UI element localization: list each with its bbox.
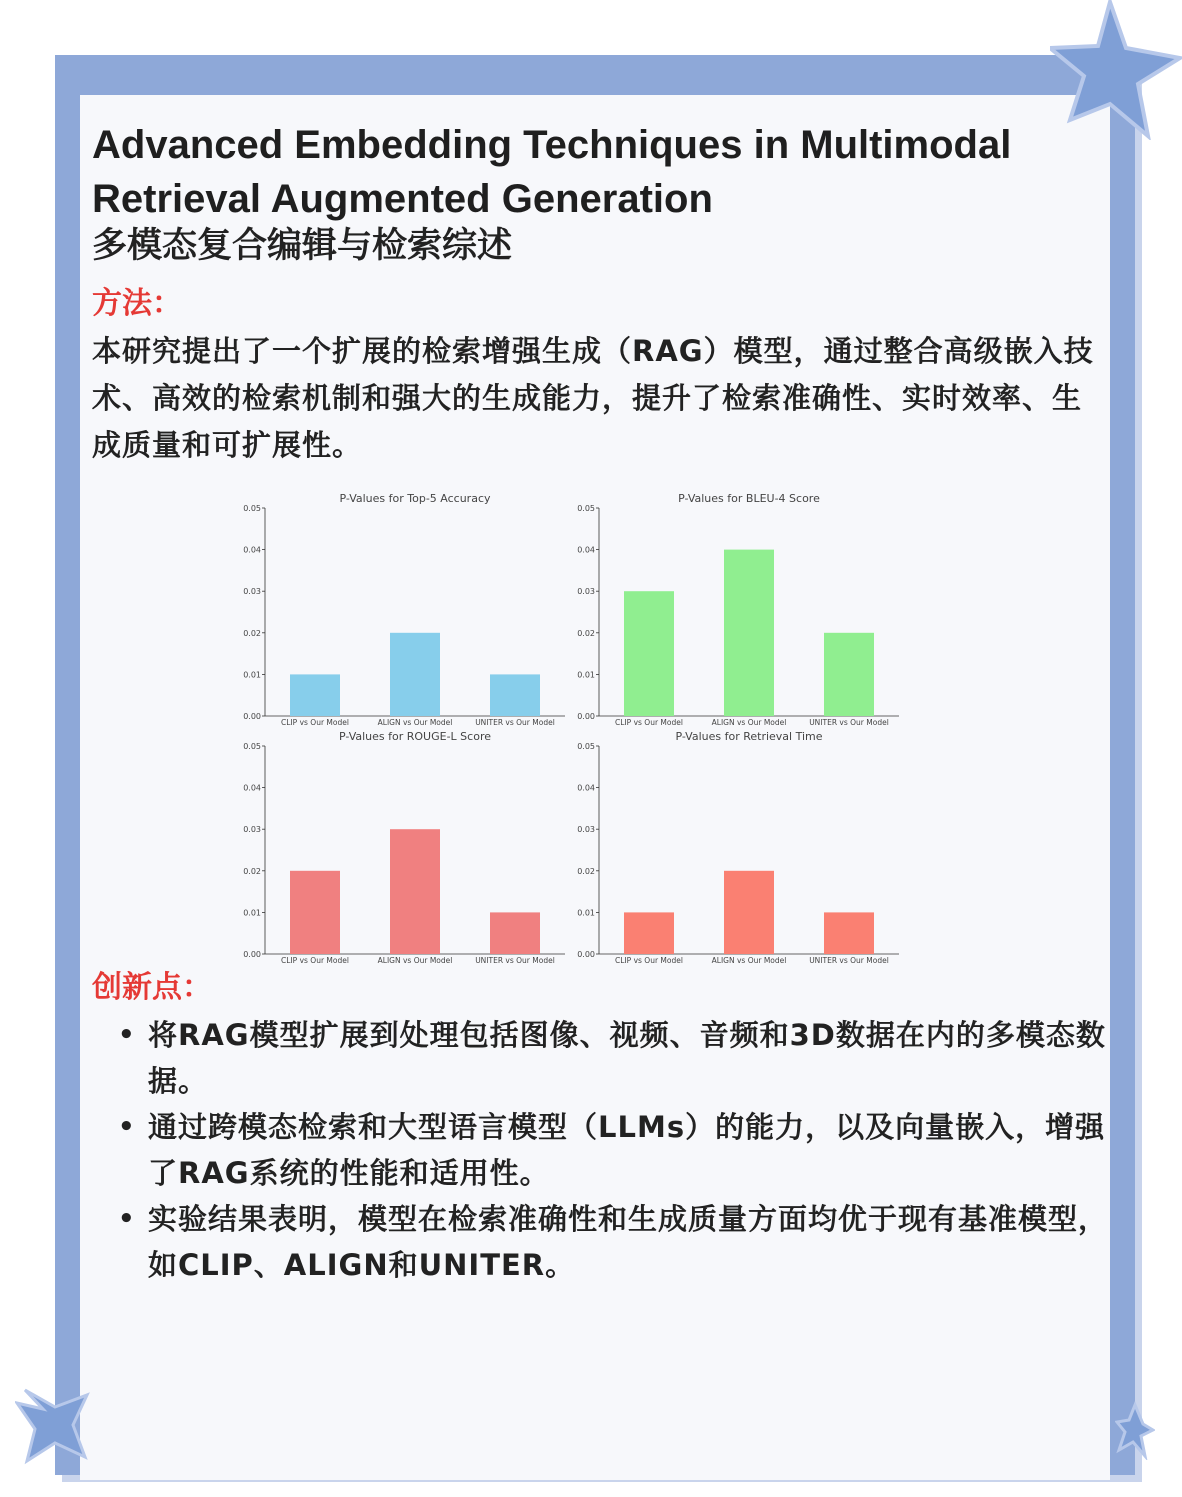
bar	[624, 591, 674, 716]
bullet-icon: •	[118, 1020, 136, 1050]
list-item	[118, 1104, 1108, 1196]
y-tick-label: 0.00	[243, 712, 261, 721]
y-tick-label: 0.03	[577, 825, 595, 835]
y-tick-label: 0.01	[577, 908, 595, 918]
x-tick-label: ALIGN vs Our Model	[377, 718, 453, 727]
chart-title: P-Values for Top-5 Accuracy	[339, 492, 491, 505]
charts-figure	[235, 488, 915, 968]
star-bottom-left-icon	[15, 1385, 90, 1465]
y-tick-label: 0.04	[243, 783, 261, 793]
bullet-icon: •	[118, 1112, 136, 1142]
y-tick-label: 0.01	[243, 908, 261, 918]
x-tick-label: CLIP vs Our Model	[615, 718, 683, 727]
list-item	[118, 1196, 1108, 1288]
chart-title: P-Values for Retrieval Time	[675, 730, 823, 743]
bar	[290, 871, 340, 954]
innovation-list	[118, 1012, 1108, 1288]
bar	[624, 912, 674, 954]
x-tick-label: ALIGN vs Our Model	[711, 718, 787, 727]
y-tick-label: 0.00	[243, 950, 261, 959]
y-tick-label: 0.02	[577, 628, 595, 638]
bar	[824, 912, 874, 954]
bar	[724, 550, 774, 716]
y-tick-label: 0.03	[243, 825, 261, 835]
x-tick-label: UNITER vs Our Model	[809, 718, 889, 727]
list-item-text: 通过跨模态检索和大型语言模型（LLMs）的能力，以及向量嵌入，增强了RAG系统的性能和适用性。	[148, 1110, 1106, 1190]
y-tick-label: 0.00	[577, 950, 595, 959]
y-tick-label: 0.02	[243, 866, 261, 876]
list-item	[118, 1012, 1108, 1104]
x-tick-label: ALIGN vs Our Model	[377, 956, 453, 965]
list-item-text: 实验结果表明，模型在检索准确性和生成质量方面均优于现有基准模型，如CLIP、ALIGN和UNITER。	[148, 1202, 1109, 1282]
y-tick-label: 0.03	[243, 587, 261, 597]
bar	[490, 674, 540, 716]
star-shape	[1117, 1405, 1153, 1456]
chart-title: P-Values for ROUGE-L Score	[338, 730, 492, 743]
bar	[390, 633, 440, 716]
y-tick-label: 0.05	[577, 742, 595, 751]
y-tick-label: 0.01	[243, 670, 261, 680]
bar	[724, 871, 774, 954]
page-title-english: Advanced Embedding Techniques in Multimodal Retrieval Augmented Generation	[92, 123, 1012, 221]
chart-panel	[577, 492, 899, 727]
star-bottom-right-icon	[1115, 1400, 1155, 1460]
y-tick-label: 0.04	[577, 545, 595, 555]
chart-panel	[243, 492, 565, 727]
bar	[824, 633, 874, 716]
bullet-icon: •	[118, 1204, 136, 1234]
x-tick-label: CLIP vs Our Model	[281, 956, 349, 965]
chart-panel	[577, 730, 899, 965]
x-tick-label: UNITER vs Our Model	[475, 718, 555, 727]
x-tick-label: CLIP vs Our Model	[281, 718, 349, 727]
method-paragraph: 本研究提出了一个扩展的检索增强生成（RAG）模型，通过整合高级嵌入技术、高效的检索机制和强大的生成能力，提升了检索准确性、实时效率、生成质量和可扩展性。	[92, 334, 1094, 462]
x-tick-label: UNITER vs Our Model	[475, 956, 555, 965]
y-tick-label: 0.05	[577, 504, 595, 513]
x-tick-label: ALIGN vs Our Model	[711, 956, 787, 965]
y-tick-label: 0.05	[243, 504, 261, 513]
y-tick-label: 0.04	[243, 545, 261, 555]
x-tick-label: CLIP vs Our Model	[615, 956, 683, 965]
page-title-chinese: 多模态复合编辑与检索综述	[92, 226, 513, 266]
y-tick-label: 0.02	[577, 866, 595, 876]
y-tick-label: 0.03	[577, 587, 595, 597]
y-tick-label: 0.00	[577, 712, 595, 721]
bar	[390, 829, 440, 954]
y-tick-label: 0.02	[243, 628, 261, 638]
chart-title: P-Values for BLEU-4 Score	[678, 492, 820, 505]
star-shape	[1050, 2, 1180, 136]
y-tick-label: 0.04	[577, 783, 595, 793]
bar	[490, 912, 540, 954]
chart-panel	[243, 730, 565, 965]
x-tick-label: UNITER vs Our Model	[809, 956, 889, 965]
list-item-text: 将RAG模型扩展到处理包括图像、视频、音频和3D数据在内的多模态数据。	[148, 1018, 1106, 1098]
method-label: 方法：	[92, 286, 182, 321]
y-tick-label: 0.05	[243, 742, 261, 751]
innovation-label: 创新点：	[92, 970, 212, 1005]
star-shape	[17, 1390, 87, 1461]
bar	[290, 674, 340, 716]
y-tick-label: 0.01	[577, 670, 595, 680]
